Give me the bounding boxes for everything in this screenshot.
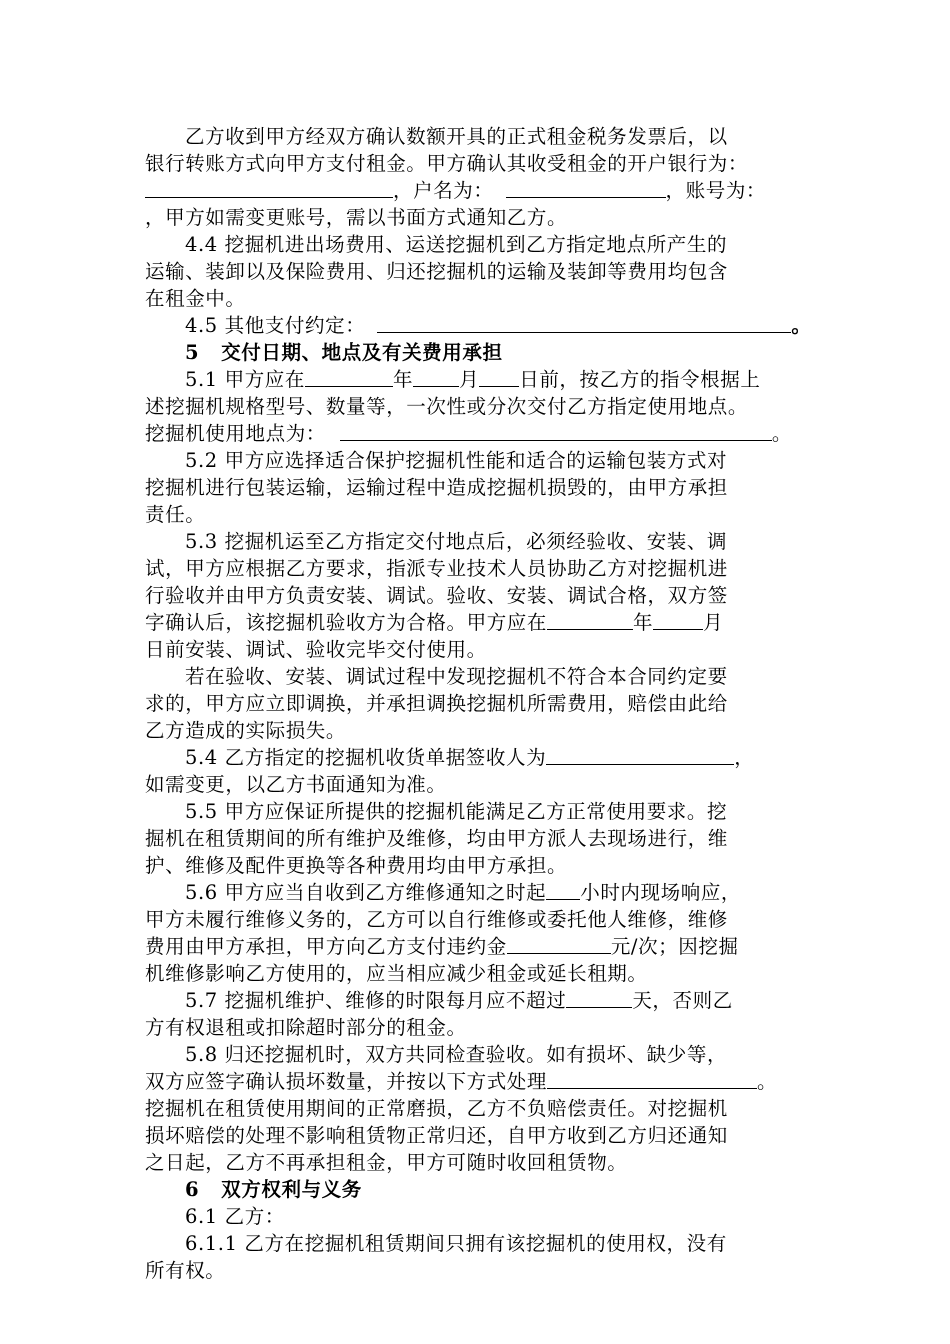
damage-handling-end: 。	[757, 1070, 778, 1093]
clause-5-1-line-1	[185, 365, 760, 395]
clause-5-1-line-3	[145, 419, 792, 449]
usage-location-label: 挖掘机使用地点为：	[145, 422, 326, 445]
clause-6-1: 6.1 乙方：	[185, 1205, 285, 1228]
receiver-label: 5.4 乙方指定的挖掘机收货单据签收人为	[185, 746, 547, 769]
clause-5-3-line-3: 行验收并由甲方负责安装、调试。验收、安装、调试合格，双方签	[145, 584, 728, 607]
clause-5-6-line-4: 机维修影响乙方使用的，应当相应减少租金或延长租期。	[145, 962, 648, 985]
clause-5-3-line-5: 日前安装、调试、验收完毕交付使用。	[145, 638, 487, 661]
payment-paragraph-line-2: 银行转账方式向甲方支付租金。甲方确认其收受租金的开户银行为：	[145, 152, 749, 175]
usage-location-blank[interactable]	[340, 419, 772, 441]
clause-5-8-line-4: 损坏赔偿的处理不影响租赁物正常归还，自甲方收到乙方归还通知	[145, 1124, 728, 1147]
clause-6-1-1-line-1: 6.1.1 乙方在挖掘机租赁期间只拥有该挖掘机的使用权，没有	[185, 1232, 727, 1255]
section-6-title: 双方权利与义务	[221, 1178, 362, 1201]
other-payment-blank[interactable]	[377, 311, 791, 333]
damage-handling-blank[interactable]	[547, 1067, 757, 1089]
clause-4-5-label: 4.5 其他支付约定：	[185, 314, 366, 337]
payment-paragraph-line-4: ，甲方如需变更账号，需以书面方式通知乙方。	[145, 206, 568, 229]
year-label: 年	[633, 611, 654, 634]
clause-5-8-line-1: 5.8 归还挖掘机时，双方共同检查验收。如有损坏、缺少等，	[185, 1043, 728, 1066]
section-5-number: 5	[185, 341, 200, 364]
response-time-label: 5.6 甲方应当自收到乙方维修通知之时起	[185, 881, 547, 904]
month-label: 月	[459, 368, 480, 391]
repair-limit-unit: 天，否则乙	[632, 989, 733, 1012]
clause-5-2-line-2: 挖掘机进行包装运输，运输过程中造成挖掘机损毁的，由甲方承担	[145, 476, 728, 499]
clause-4-4-line-3: 在租金中。	[145, 287, 246, 310]
day-label: 日前，按乙方的指令根据上	[519, 368, 761, 391]
clause-5-8-line-3: 挖掘机在租赁使用期间的正常磨损，乙方不负赔偿责任。对挖掘机	[145, 1097, 728, 1120]
clause-5-1-text: 5.1 甲方应在	[185, 368, 306, 391]
clause-5-8-line-2	[145, 1067, 777, 1097]
clause-5-5-line-2: 掘机在租赁期间的所有维护及维修，均由甲方派人去现场进行，维	[145, 827, 728, 850]
clause-5-6-line-2: 甲方未履行维修义务的，乙方可以自行维修或委托他人维修，维修	[145, 908, 728, 931]
penalty-amount-blank[interactable]	[507, 932, 611, 954]
clause-5-4-line-1	[185, 743, 754, 773]
section-5-title: 交付日期、地点及有关费用承担	[221, 341, 503, 364]
clause-5-5-line-1: 5.5 甲方应保证所提供的挖掘机能满足乙方正常使用要求。挖	[185, 800, 728, 823]
clause-5-7-line-1	[185, 986, 733, 1016]
month-label: 月	[703, 611, 724, 634]
payment-paragraph-line-1: 乙方收到甲方经双方确认数额开具的正式租金税务发票后，以	[185, 125, 728, 148]
account-number-label: ，账号为：	[665, 179, 767, 202]
clause-5-4-line-2: 如需变更，以乙方书面通知为准。	[145, 773, 447, 796]
clause-5-8-line-5: 之日起，乙方不再承担租金，甲方可随时收回租赁物。	[145, 1151, 628, 1174]
damage-handling-label: 双方应签字确认损坏数量，并按以下方式处理	[145, 1070, 548, 1093]
delivery-year-blank[interactable]	[305, 365, 393, 387]
clause-5-1-line-2: 述挖掘机规格型号、数量等，一次性或分次交付乙方指定使用地点。	[145, 395, 749, 418]
section-6-number: 6	[185, 1178, 200, 1201]
clause-5-3-line-1: 5.3 挖掘机运至乙方指定交付地点后，必须经验收、安装、调	[185, 530, 728, 553]
reject-paragraph-line-1: 若在验收、安装、调试过程中发现挖掘机不符合本合同约定要	[185, 665, 728, 688]
account-name-blank[interactable]	[506, 176, 666, 198]
receiver-blank[interactable]	[546, 743, 734, 765]
bank-name-blank[interactable]	[145, 176, 393, 198]
clause-4-4-line-2: 运输、装卸以及保险费用、归还挖掘机的运输及装卸等费用均包含	[145, 260, 728, 283]
receiver-end: ，	[734, 746, 755, 769]
account-name-label: ，户名为：	[393, 179, 494, 202]
install-year-blank[interactable]	[547, 608, 633, 630]
reject-paragraph-line-3: 乙方造成的实际损失。	[145, 719, 347, 742]
clause-4-4-line-1: 4.4 挖掘机进出场费用、运送挖掘机到乙方指定地点所产生的	[185, 233, 728, 256]
penalty-label: 费用由甲方承担，甲方向乙方支付违约金	[145, 935, 507, 958]
clause-5-2-line-3: 责任。	[145, 503, 206, 526]
clause-5-2-line-1: 5.2 甲方应选择适合保护挖掘机性能和适合的运输包装方式对	[185, 449, 728, 472]
clause-6-1-1-line-2: 所有权。	[145, 1259, 226, 1282]
delivery-month-blank[interactable]	[413, 365, 459, 387]
penalty-unit: 元/次；因挖掘	[610, 935, 739, 958]
clause-5-3-text: 字确认后，该挖掘机验收方为合格。甲方应在	[145, 611, 548, 634]
repair-limit-label: 5.7 挖掘机维护、维修的时限每月应不超过	[185, 989, 567, 1012]
year-label: 年	[393, 368, 414, 391]
install-month-blank[interactable]	[653, 608, 703, 630]
clause-5-3-line-4	[145, 608, 723, 638]
section-5-heading	[185, 338, 503, 368]
clause-5-3-line-2: 试，甲方应根据乙方要求，指派专业技术人员协助乙方对挖掘机进	[145, 557, 728, 580]
section-6-heading	[185, 1175, 362, 1205]
response-hours-blank[interactable]	[546, 878, 580, 900]
delivery-day-blank[interactable]	[479, 365, 519, 387]
clause-4-5	[185, 311, 811, 341]
clause-5-5-line-3: 护、维修及配件更换等各种费用均由甲方承担。	[145, 854, 568, 877]
clause-4-5-end: 。	[791, 314, 812, 337]
response-time-unit: 小时内现场响应，	[580, 881, 742, 904]
payment-paragraph-line-3	[145, 176, 766, 206]
reject-paragraph-line-2: 求的，甲方应立即调换，并承担调换挖掘机所需费用，赔偿由此给	[145, 692, 728, 715]
clause-5-6-line-1	[185, 878, 741, 908]
usage-location-end: 。	[771, 422, 793, 445]
clause-5-7-line-2: 方有权退租或扣除超时部分的租金。	[145, 1016, 467, 1039]
repair-days-blank[interactable]	[566, 986, 632, 1008]
clause-5-6-line-3	[145, 932, 739, 962]
